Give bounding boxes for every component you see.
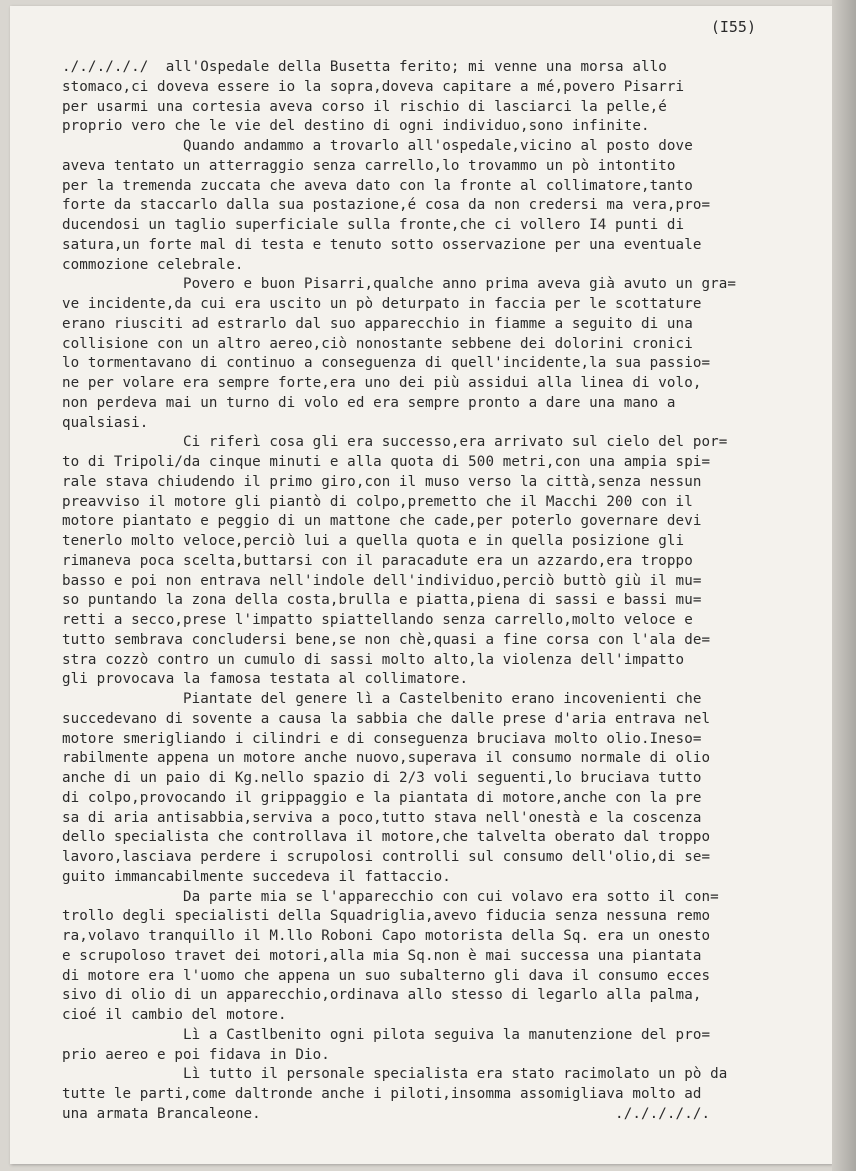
text-line: trollo degli specialisti della Squadriglia,avevo fiducia senza nessuna remo — [62, 908, 711, 925]
page-edge-shadow — [832, 0, 856, 1171]
text-line: aveva tentato un atterraggio senza carrello,lo trovammo un pò intontito — [62, 157, 676, 174]
page-number: (I55) — [710, 18, 756, 36]
text-line: una armata Brancaleone. ./././././. — [62, 1105, 711, 1122]
text-line: di motore era l'uomo che appena un suo subalterno gli dava il consumo ecces — [62, 967, 711, 984]
text-line: to di Tripoli/da cinque minuti e alla quota di 500 metri,con una ampia spi= — [62, 454, 711, 470]
text-line: succedevano di sovente a causa la sabbia che dalle prese d'aria entrava nel — [62, 710, 711, 727]
text-line: rimaneva poca scelta,buttarsi con il paracadute era un azzardo,era troppo — [62, 552, 693, 569]
text-line: Da parte mia se l'apparecchio con cui volavo era sotto il con= — [62, 888, 719, 905]
text-line: motore piantato e peggio di un mattone che cade,per poterlo governare devi — [62, 513, 702, 530]
text-line: forte da staccarlo dalla sua postazione,é cosa da non credersi ma vera,pro= — [62, 197, 711, 214]
text-line: ne per volare era sempre forte,era uno dei più assidui alla linea di volo, — [62, 375, 702, 391]
text-line: Lì tutto il personale specialista era stato racimolato un pò da — [62, 1066, 728, 1083]
text-line: rabilmente appena un motore anche nuovo,superava il consumo normale di olio — [62, 750, 711, 767]
text-line: satura,un forte mal di testa e tenuto sotto osservazione per una eventuale — [62, 236, 702, 253]
text-line: erano riusciti ad estrarlo dal suo apparecchio in fiamme a seguito di una — [62, 315, 693, 332]
text-line: per la tremenda zuccata che aveva dato con la fronte al collimatore,tanto — [62, 177, 693, 194]
text-line: proprio vero che le vie del destino di ogni individuo,sono infinite. — [62, 118, 650, 135]
text-line: commozione celebrale. — [62, 256, 244, 273]
text-line: basso e poi non entrava nell'indole dell'individuo,perciò buttò giù il mu= — [62, 572, 702, 589]
text-line: cioé il cambio del motore. — [62, 1007, 287, 1023]
text-line: non perdeva mai un turno di volo ed era sempre pronto a dare una mano a — [62, 394, 676, 411]
text-line: guito immancabilmente succedeva il fattaccio. — [62, 868, 451, 885]
text-line: ducendosi un taglio superficiale sulla fronte,che ci vollero I4 punti di — [62, 217, 685, 233]
text-line: Ci riferì cosa gli era successo,era arrivato sul cielo del por= — [62, 434, 728, 451]
typed-page — [10, 6, 832, 1164]
text-line: ve incidente,da cui era uscito un pò deturpato in faccia per le scottature — [62, 296, 702, 312]
text-line: rale stava chiudendo il primo giro,con il muso verso la città,senza nessun — [62, 473, 702, 490]
text-line: anche di un paio di Kg.nello spazio di 2/3 voli seguenti,lo bruciava tutto — [62, 770, 702, 786]
text-line: lo tormentavano di continuo a conseguenza di quell'incidente,la sua passio= — [62, 355, 711, 372]
text-line: Povero e buon Pisarri,qualche anno prima aveva già avuto un gra= — [62, 276, 737, 293]
text-line: collisione con un altro aereo,ciò nonostante sebbene dei dolorini cronici — [62, 335, 693, 352]
text-line: stra cozzò contro un cumulo di sassi molto alto,la violenza dell'impatto — [62, 651, 685, 668]
text-line: sivo di olio di un apparecchio,ordinava allo stesso di legarlo alla palma, — [62, 987, 702, 1004]
text-line: ra,volavo tranquillo il M.llo Roboni Capo motorista della Sq. era un onesto — [62, 928, 711, 944]
text-line: tutte le parti,come daltronde anche i piloti,insomma assomigliava molto ad — [62, 1086, 702, 1102]
text-line: stomaco,ci doveva essere io la sopra,doveva capitare a mé,povero Pisarri — [62, 78, 685, 95]
text-line: preavviso il motore gli piantò di colpo,premetto che il Macchi 200 con il — [62, 493, 693, 510]
text-line: retti a secco,prese l'impatto spiattellando senza carrello,molto veloce e — [62, 612, 693, 628]
text-line: di colpo,provocando il grippaggio e la piantata di motore,anche con la pre — [62, 789, 702, 806]
text-line: so puntando la zona della costa,brulla e piatta,piena di sassi e bassi mu= — [62, 592, 702, 609]
text-line: Lì a Castlbenito ogni pilota seguiva la manutenzione del pro= — [62, 1026, 711, 1043]
text-line: Piantate del genere lì a Castelbenito erano incovenienti che — [62, 691, 702, 707]
text-line: Quando andammo a trovarlo all'ospedale,vicino al posto dove — [62, 138, 693, 154]
text-line: motore smerigliando i cilindri e di conseguenza bruciava molto olio.Ineso= — [62, 730, 702, 747]
text-line: ./././././ all'Ospedale della Busetta ferito; mi venne una morsa allo — [62, 59, 667, 75]
text-line: dello specialista che controllava il motore,che talvelta oberato dal troppo — [62, 829, 711, 846]
text-line: per usarmi una cortesia aveva corso il rischio di lasciarci la pelle,é — [62, 98, 667, 115]
text-line: sa di aria antisabbia,serviva a poco,tutto stava nell'onestà e la coscenza — [62, 809, 702, 826]
text-line: lavoro,lasciava perdere i scrupolosi controlli sul consumo dell'olio,di se= — [62, 849, 711, 865]
text-line: qualsiasi. — [62, 414, 149, 431]
text-line: gli provocava la famosa testata al collimatore. — [62, 671, 469, 688]
text-line: tutto sembrava concludersi bene,se non chè,quasi a fine corsa con l'ala de= — [62, 631, 711, 648]
text-line: tenerlo molto veloce,perciò lui a quella quota e in quella posizione gli — [62, 533, 685, 549]
text-line: e scrupoloso travet dei motori,alla mia Sq.non è mai successa una piantata — [62, 947, 702, 964]
text-line: prio aereo e poi fidava in Dio. — [62, 1046, 330, 1063]
typed-text-body — [62, 58, 832, 1125]
